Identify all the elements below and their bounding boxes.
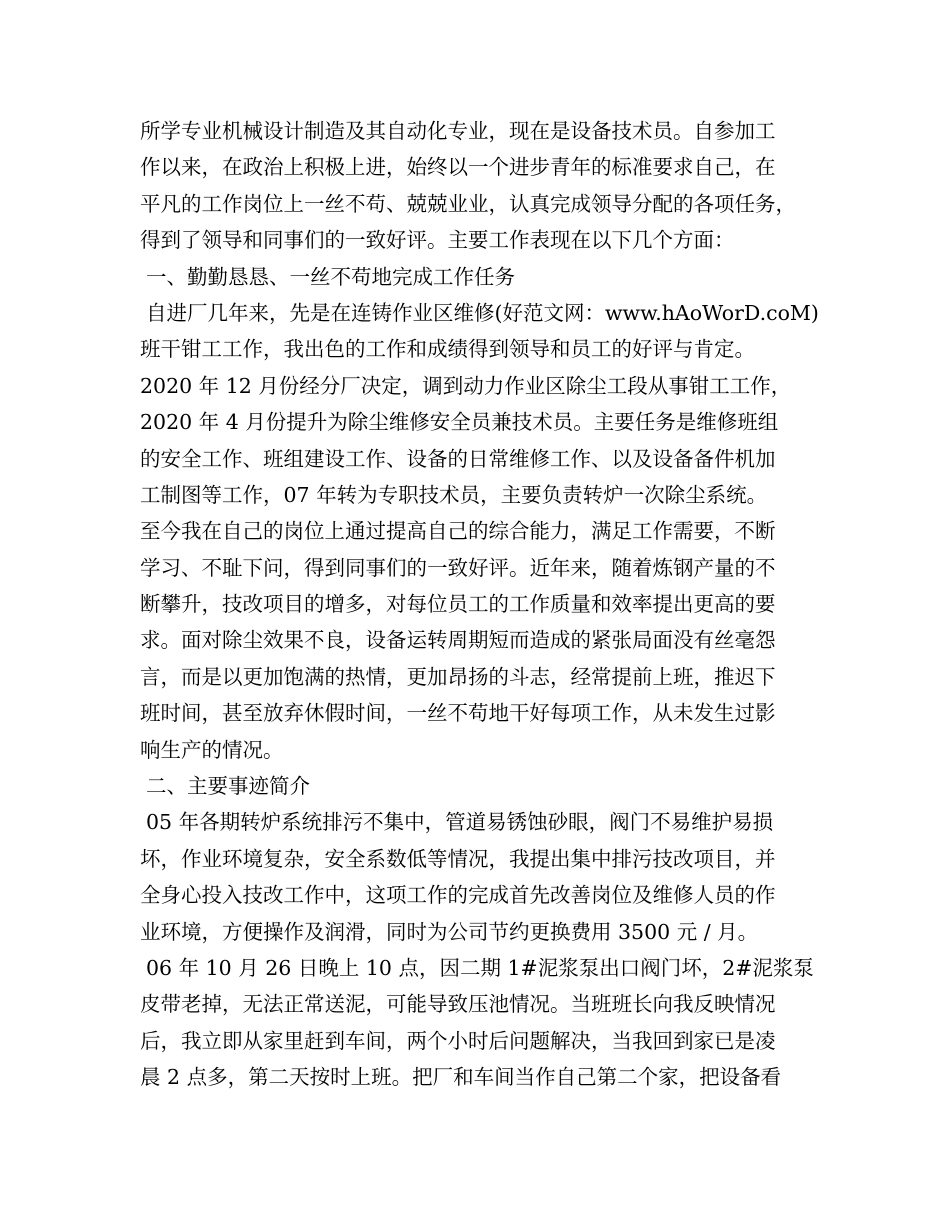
text-line: 坏，作业环境复杂，安全系数低等情况，我提出集中排污技改项目，并 bbox=[140, 846, 776, 871]
text-line: 自进厂几年来，先是在连铸作业区维修(好范文网：www.hAoWorD.coM) bbox=[146, 300, 819, 325]
text-line: 作以来，在政治上积极上进，始终以一个进步青年的标准要求自己，在 bbox=[140, 155, 776, 180]
text-line: 工制图等工作，07 年转为专职技术员，主要负责转炉一次除尘系统。 bbox=[140, 482, 768, 507]
text-line: 言，而是以更加饱满的热情，更加昂扬的斗志，经常提前上班，推迟下 bbox=[140, 664, 776, 689]
text-line: 一、勤勤恳恳、一丝不苟地完成工作任务 bbox=[146, 264, 515, 289]
text-line: 06 年 10 月 26 日晚上 10 点，因二期 1#泥浆泵出口阀门坏，2#泥浆泵 bbox=[146, 955, 814, 980]
text-line: 2020 年 4 月份提升为除尘维修安全员兼技术员。主要任务是维修班组 bbox=[140, 410, 779, 435]
text-line: 至今我在自己的岗位上通过提高自己的综合能力，满足工作需要，不断 bbox=[140, 519, 776, 544]
text-line: 的安全工作、班组建设工作、设备的日常维修工作、以及设备备件机加 bbox=[140, 446, 776, 471]
text-line: 所学专业机械设计制造及其自动化专业，现在是设备技术员。自参加工 bbox=[140, 119, 776, 143]
text-line: 全身心投入技改工作中，这项工作的完成首先改善岗位及维修人员的作 bbox=[140, 883, 776, 908]
text-line: 班干钳工工作，我出色的工作和成绩得到领导和员工的好评与肯定。 bbox=[140, 337, 755, 362]
document-body bbox=[140, 113, 830, 1096]
text-line: 晨 2 点多，第二天按时上班。把厂和车间当作自己第二个家，把设备看 bbox=[140, 1065, 782, 1090]
text-line: 班时间，甚至放弃休假时间，一丝不苟地干好每项工作，从未发生过影 bbox=[140, 701, 776, 726]
text-line: 求。面对除尘效果不良，设备运转周期短而造成的紧张局面没有丝毫怨 bbox=[140, 628, 776, 653]
text-line: 学习、不耻下问，得到同事们的一致好评。近年来，随着炼钢产量的不 bbox=[140, 555, 776, 580]
text-line: 平凡的工作岗位上一丝不苟、兢兢业业，认真完成领导分配的各项任务， bbox=[140, 191, 796, 216]
text-line: 后，我立即从家里赶到车间，两个小时后问题解决，当我回到家已是凌 bbox=[140, 1028, 776, 1053]
text-line: 2020 年 12 月份经分厂决定，调到动力作业区除尘工段从事钳工工作， bbox=[140, 373, 792, 398]
text-line: 二、主要事迹简介 bbox=[146, 774, 310, 799]
text-line: 响生产的情况。 bbox=[140, 737, 284, 762]
text-line: 皮带老掉，无法正常送泥，可能导致压池情况。当班班长向我反映情况 bbox=[140, 992, 776, 1017]
text-line: 业环境，方便操作及润滑，同时为公司节约更换费用 3500 元 / 月。 bbox=[140, 919, 759, 944]
text-line: 得到了领导和同事们的一致好评。主要工作表现在以下几个方面： bbox=[140, 228, 735, 253]
text-line: 05 年各期转炉系统排污不集中，管道易锈蚀砂眼，阀门不易维护易损 bbox=[146, 810, 774, 835]
text-line: 断攀升，技改项目的增多，对每位员工的工作质量和效率提出更高的要 bbox=[140, 592, 776, 617]
